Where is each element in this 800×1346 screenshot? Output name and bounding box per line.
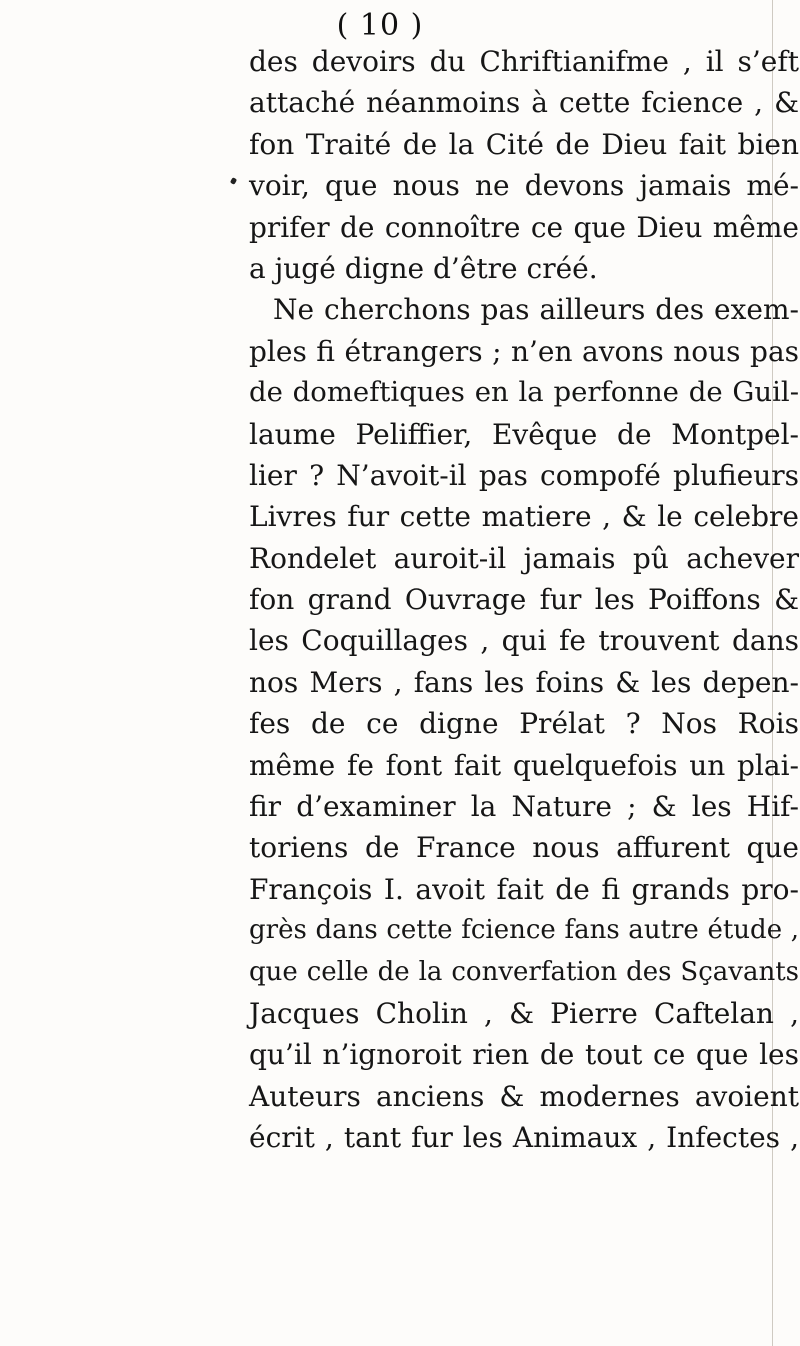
text-line: a jugé digne d’être créé. xyxy=(249,251,598,285)
text-line: Ne cherchons pas ailleurs des exem- xyxy=(273,293,799,327)
text-line: attaché néanmoins à cette fcience , & xyxy=(249,86,799,120)
text-line: Rondelet auroit-il jamais pû achever xyxy=(249,541,799,575)
text-line: fon grand Ouvrage fur les Poiffons & xyxy=(249,583,799,617)
text-line: écrit , tant fur les Animaux , Infectes , xyxy=(249,1121,799,1155)
text-line: Livres fur cette matiere , & le celebre xyxy=(249,500,799,534)
text-line: prifer de connoître ce que Dieu même xyxy=(249,210,799,244)
text-line: Auteurs anciens & modernes avoient xyxy=(249,1079,799,1113)
margin-mark xyxy=(230,177,237,185)
text-line: voir, que nous ne devons jamais mé- xyxy=(249,169,799,203)
text-line: lier ? N’avoit-il pas compofé plufieurs xyxy=(249,458,799,492)
text-line: laume Peliffier, Evêque de Montpel- xyxy=(249,417,799,451)
text-line: fes de ce digne Prélat ? Nos Rois xyxy=(249,707,799,741)
text-line: les Coquillages , qui fe trouvent dans xyxy=(249,624,799,658)
text-line: de domeftiques en la perfonne de Guil- xyxy=(249,376,799,409)
text-line: fir d’examiner la Nature ; & les Hif- xyxy=(249,790,799,824)
text-line: Jacques Cholin , & Pierre Caftelan , xyxy=(249,996,799,1030)
text-line: même fe font fait quelquefois un plai- xyxy=(249,748,799,782)
text-line: ples fi étrangers ; n’en avons nous pas xyxy=(249,334,799,368)
text-line: François I. avoit fait de fi grands pro- xyxy=(249,872,799,906)
body-text xyxy=(249,41,799,1159)
text-line: grès dans cette fcience fans autre étude , xyxy=(249,915,799,946)
text-line: qu’il n’ignoroit rien de tout ce que les xyxy=(249,1038,799,1072)
text-line: des devoirs du Chriftianifme , il s’eft xyxy=(249,45,799,78)
text-line: nos Mers , fans les foins & les depen- xyxy=(249,665,799,699)
text-line: fon Traité de la Cité de Dieu fait bien xyxy=(249,127,799,161)
text-line: que celle de la converfation des Sçavants xyxy=(249,956,799,987)
text-line: toriens de France nous affurent que xyxy=(249,831,799,865)
page-number: ( 10 ) xyxy=(336,8,424,43)
